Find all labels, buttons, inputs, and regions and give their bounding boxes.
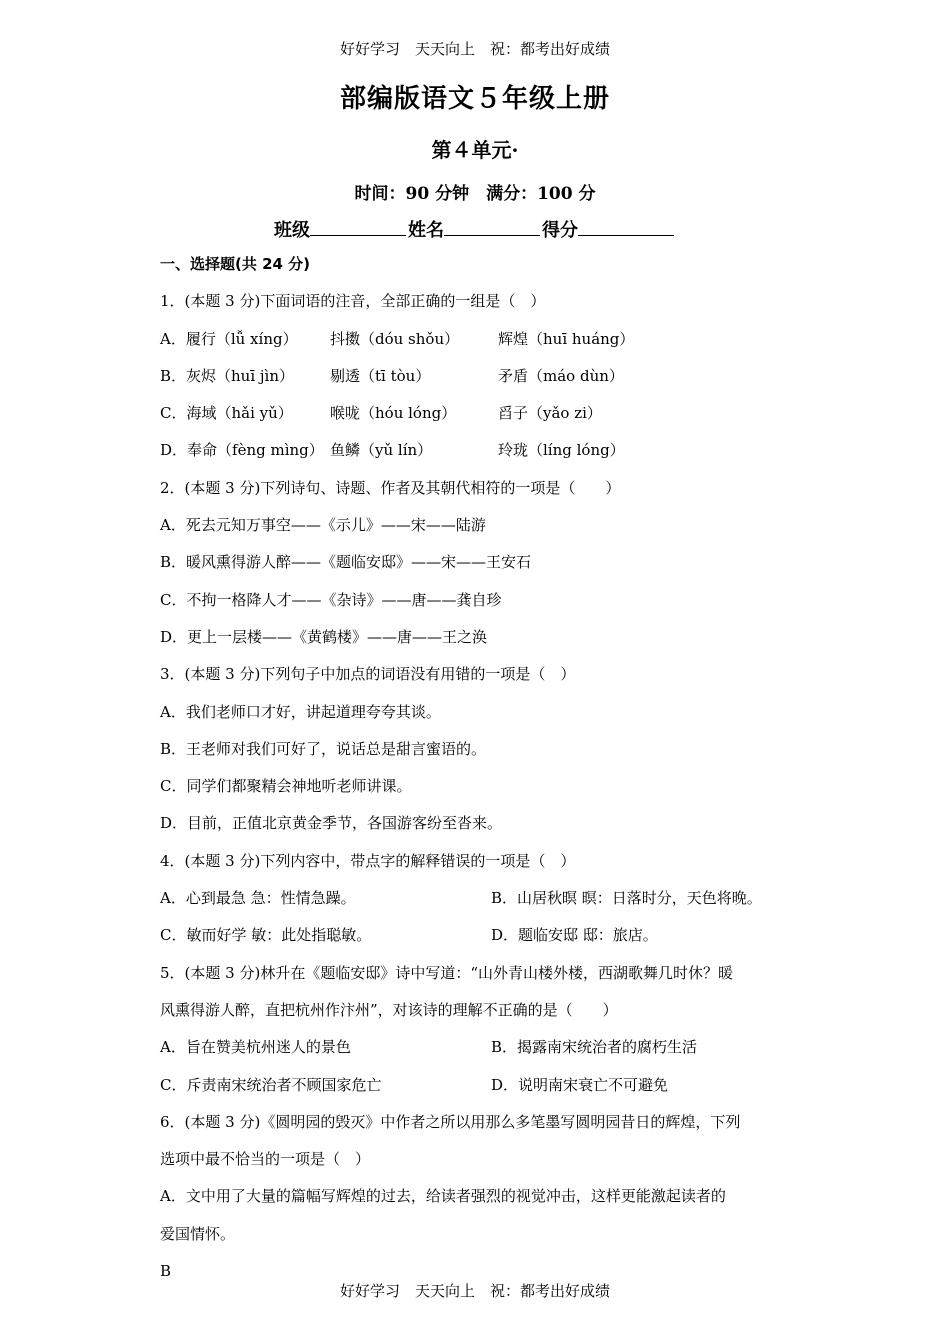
- question-option: C．敏而好学 敏：此处指聪敏。: [160, 926, 372, 945]
- option-part: 矛盾（máo dùn）: [498, 366, 624, 385]
- question-option: [160, 321, 800, 358]
- question-option: D．目前，正值北京黄金季节，各国游客纷至沓来。: [160, 814, 503, 833]
- time-info: 时间：90 分钟 满分：100 分: [354, 184, 596, 204]
- page-header: 好好学习 天天向上 祝：都考出好成绩: [339, 40, 610, 58]
- question-option: [160, 432, 800, 469]
- question-option: A．心到最急 急：性情急躁。: [160, 889, 356, 908]
- section-heading: 一、选择题(共 24 分): [160, 255, 311, 273]
- score-blank[interactable]: [578, 217, 674, 236]
- question-option: [160, 395, 800, 432]
- option-part: 剔透（tī tòu）: [330, 366, 431, 385]
- question-option: C．斥责南宋统治者不顾国家危亡: [160, 1075, 382, 1094]
- page-title: 部编版语文５年级上册: [339, 84, 610, 114]
- question-option-row: [160, 1029, 800, 1066]
- option-part: C．海域（hǎi yǔ）: [160, 404, 293, 423]
- question-list: [160, 246, 800, 1290]
- page-footer: 好好学习 天天向上 祝：都考出好成绩: [339, 1282, 610, 1300]
- student-info-fields: [0, 216, 950, 242]
- question-option: B．王老师对我们可好了，说话总是甜言蜜语的。: [160, 739, 487, 758]
- option-part: D．奉命（fèng mìng）: [160, 441, 324, 460]
- question-option: D．更上一层楼——《黄鹤楼》——唐——王之涣: [160, 627, 488, 646]
- question-option: 爱国情怀。: [160, 1224, 236, 1243]
- question-option-row: [160, 880, 800, 917]
- option-part: A．履行（lǚ xíng）: [160, 329, 298, 348]
- question-option: [160, 358, 800, 395]
- question-option: A．我们老师口才好，讲起道理夸夸其谈。: [160, 702, 441, 721]
- question-option-row: [160, 1067, 800, 1104]
- question-stem: 4．(本题 3 分)下列内容中，带点字的解释错误的一项是（ ）: [160, 851, 576, 870]
- question-option: B．山居秋暝 暝：日落时分，天色将晚。: [491, 889, 762, 908]
- class-blank[interactable]: [310, 217, 406, 236]
- option-part: 鱼鳞（yǔ lín）: [330, 441, 433, 460]
- question-stem: 选项中最不恰当的一项是（ ）: [160, 1150, 371, 1169]
- option-part: 辉煌（huī huáng）: [498, 329, 635, 348]
- question-stem: 风熏得游人醉，直把杭州作汴州”，对该诗的理解不正确的是（ ）: [160, 1000, 618, 1019]
- question-option: A．死去元知万事空——《示儿》——宋——陆游: [160, 516, 486, 535]
- question-stem: 5．(本题 3 分)林升在《题临安邸》诗中写道：“山外青山楼外楼，西湖歌舞几时休？暖: [160, 963, 733, 982]
- name-blank[interactable]: [444, 217, 540, 236]
- option-part: 玲珑（líng lóng）: [498, 441, 625, 460]
- question-stem: 6．(本题 3 分)《圆明园的毁灭》中作者之所以用那么多笔墨写圆明园昔日的辉煌，下列: [160, 1112, 741, 1131]
- question-option: C．同学们都聚精会神地听老师讲课。: [160, 777, 412, 796]
- question-option: A．旨在赞美杭州迷人的景色: [160, 1038, 351, 1057]
- question-option: B．揭露南宋统治者的腐朽生活: [491, 1038, 698, 1057]
- question-option: D．题临安邸 邸：旅店。: [491, 926, 658, 945]
- unit-title: 第４单元·: [431, 138, 519, 162]
- question-option: D．说明南宋衰亡不可避免: [491, 1075, 669, 1094]
- question-option: A．文中用了大量的篇幅写辉煌的过去，给读者强烈的视觉冲击，这样更能激起读者的: [160, 1187, 726, 1206]
- score-label: 得分: [542, 220, 578, 241]
- question-option: B: [160, 1262, 172, 1281]
- question-option-row: [160, 917, 800, 954]
- question-stem: 2．(本题 3 分)下列诗句、诗题、作者及其朝代相符的一项是（ ）: [160, 478, 621, 497]
- question-stem: 1．(本题 3 分)下面词语的注音，全部正确的一组是（ ）: [160, 292, 546, 311]
- question-option: B．暖风熏得游人醉——《题临安邸》——宋——王安石: [160, 553, 532, 572]
- option-part: B．灰烬（huī jìn）: [160, 366, 295, 385]
- option-part: 喉咙（hóu lóng）: [330, 404, 457, 423]
- class-label: 班级: [274, 220, 310, 241]
- question-option: C．不拘一格降人才——《杂诗》——唐——龚自珍: [160, 590, 502, 609]
- question-stem: 3．(本题 3 分)下列句子中加点的词语没有用错的一项是（ ）: [160, 665, 576, 684]
- option-part: 抖擞（dóu shǒu）: [330, 329, 460, 348]
- option-part: 舀子（yǎo zi）: [498, 404, 602, 423]
- name-label: 姓名: [408, 220, 444, 241]
